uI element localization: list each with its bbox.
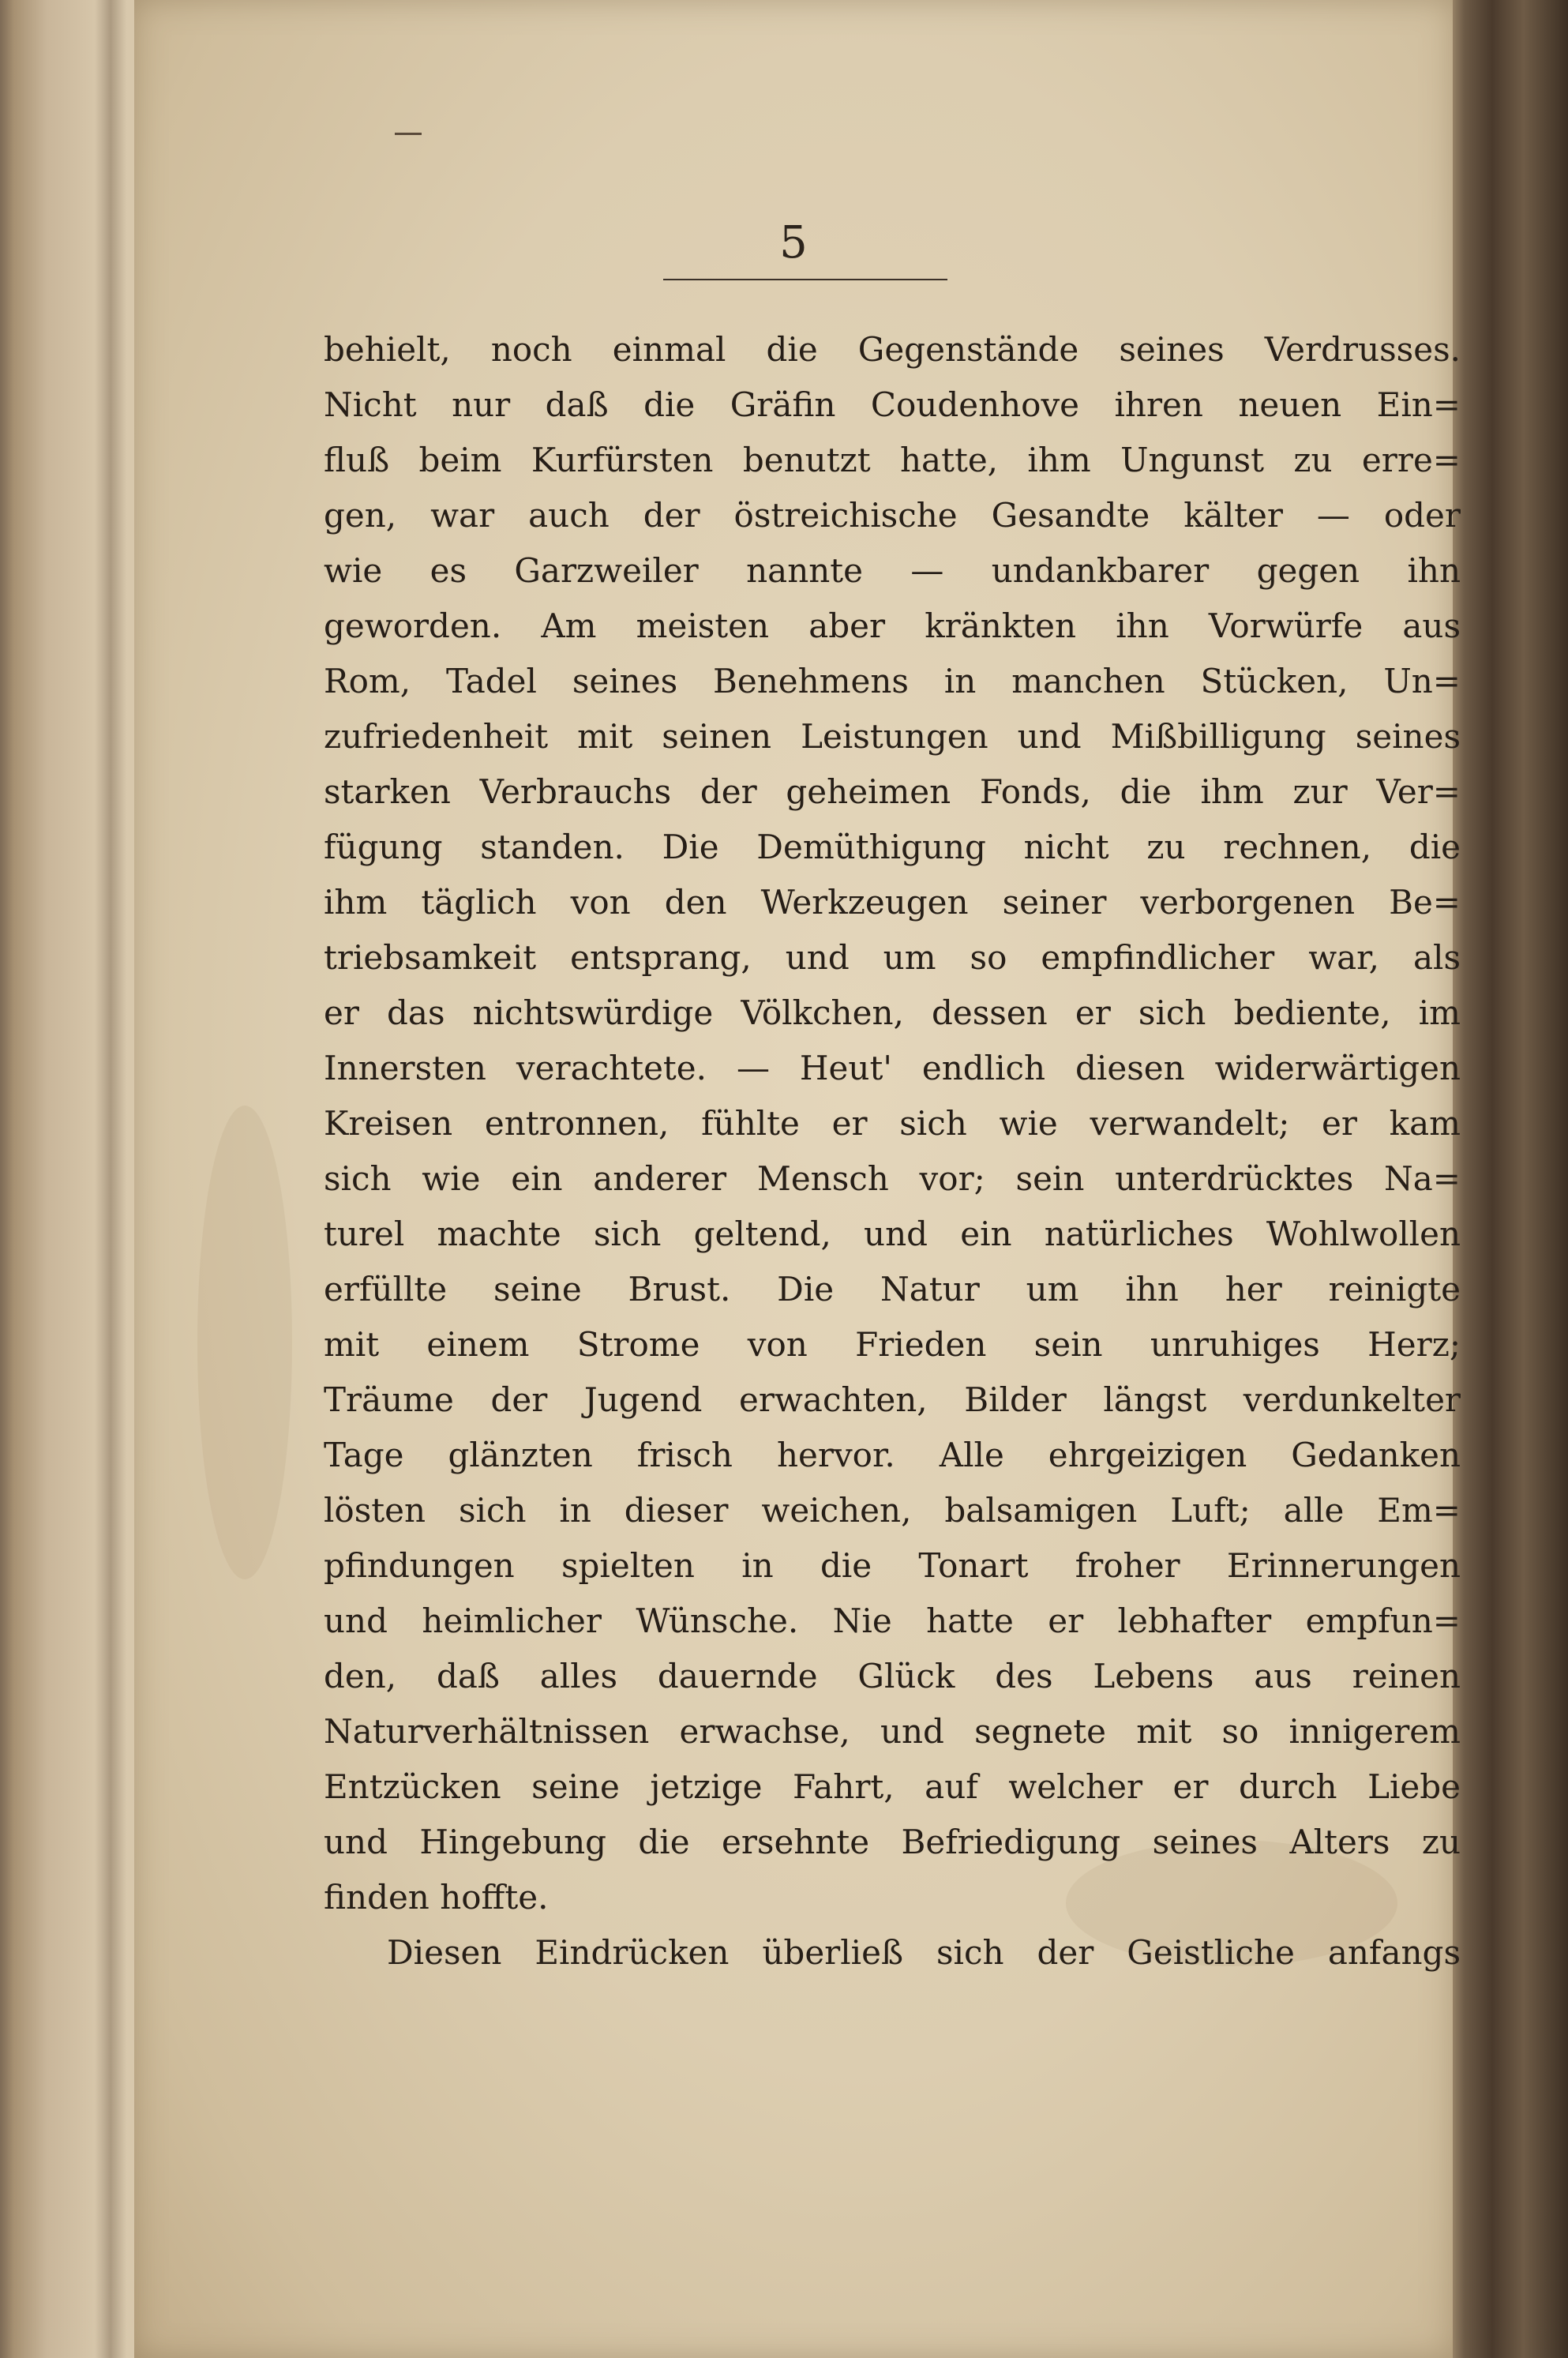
text-line: geworden. Am meisten aber kränkten ihn Vorwürfe aus bbox=[324, 606, 1461, 645]
text-line: fügung standen. Die Demüthigung nicht zu rechnen, die bbox=[324, 828, 1461, 866]
text-line: fluß beim Kurfürsten benutzt hatte, ihm Ungunst zu erre= bbox=[324, 441, 1461, 479]
text-line: lösten sich in dieser weichen, balsamigen Luft; alle Em= bbox=[324, 1491, 1461, 1530]
text-line: und Hingebung die ersehnte Befriedigung seines Alters zu bbox=[324, 1823, 1461, 1861]
text-line: triebsamkeit entsprang, und um so empfindlicher war, als bbox=[324, 938, 1461, 977]
text-line: Naturverhältnissen erwachse, und segnete mit so innigerem bbox=[324, 1712, 1461, 1751]
text-line: Träume der Jugend erwachten, Bilder längst verdunkelter bbox=[324, 1380, 1461, 1419]
text-line: Rom, Tadel seines Benehmens in manchen Stücken, Un= bbox=[324, 662, 1461, 700]
body-text bbox=[324, 322, 1461, 1981]
text-line: Tage glänzten frisch hervor. Alle ehrgeizigen Gedanken bbox=[324, 1436, 1461, 1474]
text-line: Nicht nur daß die Gräfin Coudenhove ihren neuen Ein= bbox=[324, 385, 1461, 424]
text-line: mit einem Strome von Frieden sein unruhiges Herz; bbox=[324, 1325, 1461, 1364]
text-line: turel machte sich geltend, und ein natürliches Wohlwollen bbox=[324, 1215, 1461, 1253]
text-line: behielt, noch einmal die Gegenstände seines Verdrusses. bbox=[324, 330, 1461, 369]
text-line: Diesen Eindrücken überließ sich der Geistliche anfangs bbox=[387, 1933, 1461, 1972]
text-line: zufriedenheit mit seinen Leistungen und Mißbilligung seines bbox=[324, 717, 1461, 756]
header-rule bbox=[663, 279, 947, 280]
text-line: Kreisen entronnen, fühlte er sich wie verwandelt; er kam bbox=[324, 1104, 1461, 1143]
text-line: gen, war auch der östreichische Gesandte kälter — oder bbox=[324, 496, 1461, 535]
text-line: wie es Garzweiler nannte — undankbarer gegen ihn bbox=[324, 551, 1461, 590]
text-line: den, daß alles dauernde Glück des Lebens aus reinen bbox=[324, 1657, 1461, 1695]
text-line: er das nichtswürdige Völkchen, dessen er sich bediente, im bbox=[324, 993, 1461, 1032]
text-line: starken Verbrauchs der geheimen Fonds, die ihm zur Ver= bbox=[324, 772, 1461, 811]
text-line: pfindungen spielten in die Tonart froher Erinnerungen bbox=[324, 1546, 1461, 1585]
text-line: Innersten verachtete. — Heut' endlich diesen widerwärtigen bbox=[324, 1049, 1461, 1087]
text-line: sich wie ein anderer Mensch vor; sein unterdrücktes Na= bbox=[324, 1159, 1461, 1198]
text-line: erfüllte seine Brust. Die Natur um ihn her reinigte bbox=[324, 1270, 1461, 1309]
text-line: finden hoffte. bbox=[324, 1878, 549, 1917]
book-page bbox=[134, 0, 1461, 2358]
text-line: und heimlicher Wünsche. Nie hatte er lebhafter empfun= bbox=[324, 1601, 1461, 1640]
paper-stain bbox=[197, 1106, 292, 1579]
corner-mark bbox=[395, 133, 422, 135]
text-line: ihm täglich von den Werkzeugen seiner verborgenen Be= bbox=[324, 883, 1461, 922]
text-line: Entzücken seine jetzige Fahrt, auf welcher er durch Liebe bbox=[324, 1767, 1461, 1806]
book-gutter bbox=[95, 0, 126, 2358]
page-number: 5 bbox=[779, 217, 808, 268]
